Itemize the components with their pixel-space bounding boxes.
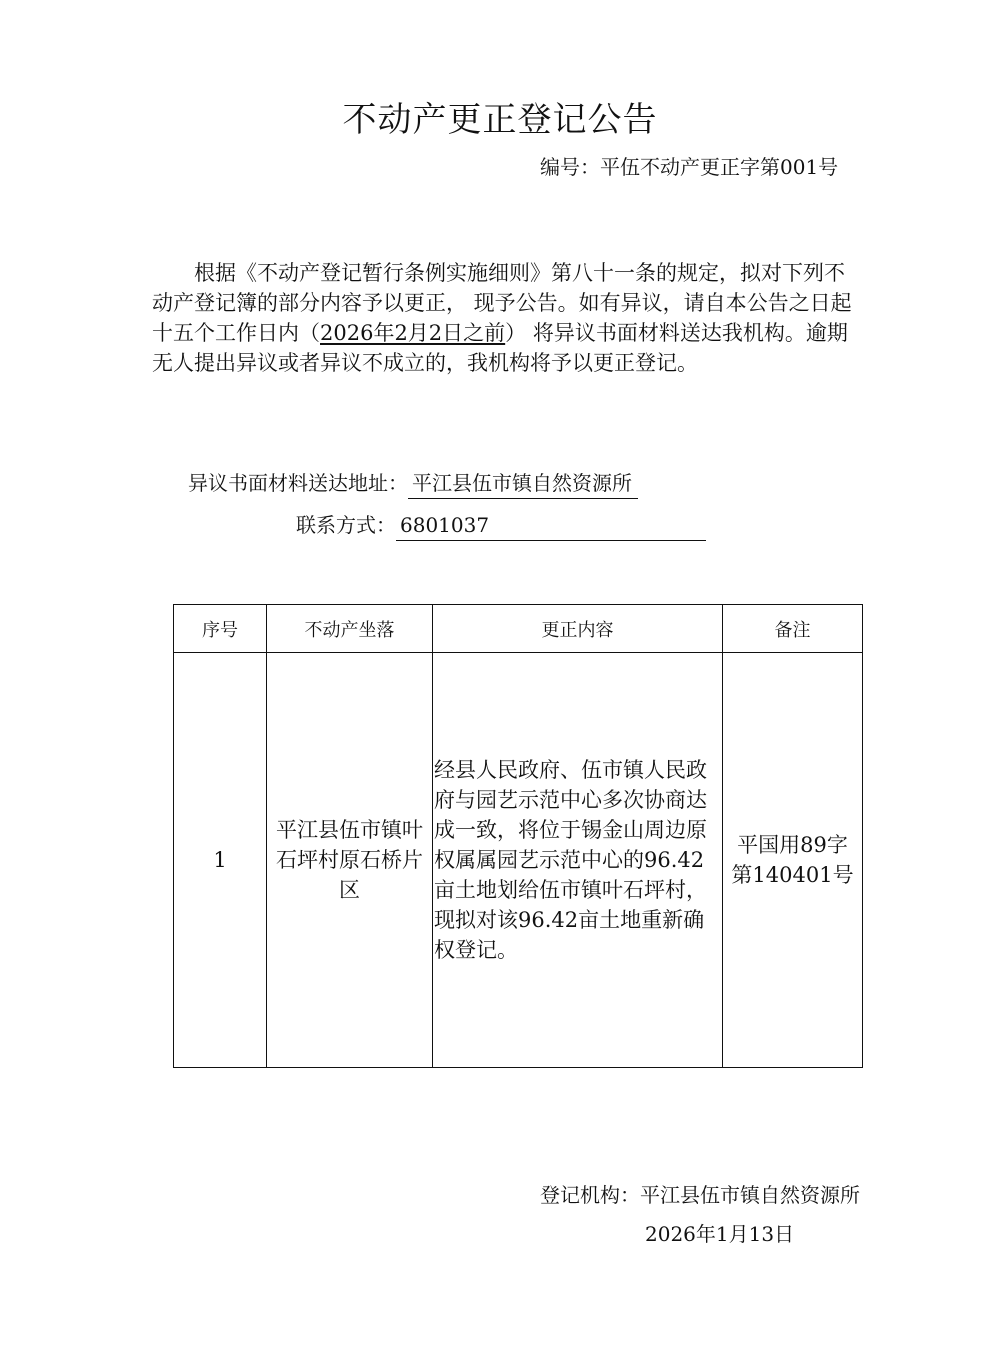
contact-value: 6801037	[396, 510, 706, 541]
notice-body	[152, 258, 852, 378]
registrar: 登记机构：平江县伍市镇自然资源所	[540, 1183, 860, 1207]
table-row	[174, 653, 863, 1068]
cell-location: 平江县伍市镇叶石坪村原石桥片区	[267, 653, 433, 1068]
deadline-date: 2026年2月2日之前	[320, 321, 506, 345]
body-text-part2: ） 将异议书面材料送达我机构。逾期无人提出异议或者异议不成立的，我机构将予以更正登记。	[152, 321, 848, 375]
correction-table	[173, 604, 863, 1068]
issue-date: 2026年1月13日	[645, 1222, 795, 1246]
header-location: 不动产坐落	[267, 605, 433, 653]
document-number: 编号：平伍不动产更正字第001号	[540, 155, 839, 179]
body-text-part1: 根据《不动产登记暂行条例实施细则》第八十一条的规定，拟对下列不动产登记簿的部分内容予以更正， 现予公告。如有异议，请自本公告之日起十五个工作日内（	[152, 261, 852, 345]
notice-title: 不动产更正登记公告	[342, 100, 658, 140]
contact-line	[296, 510, 706, 541]
cell-serial: 1	[174, 653, 267, 1068]
header-remark: 备注	[723, 605, 863, 653]
cell-content: 经县人民政府、伍市镇人民政府与园艺示范中心多次协商达成一致，将位于锡金山周边原权属属园艺示范中心的96.42亩土地划给伍市镇叶石坪村，现拟对该96.42亩土地重新确权登记。	[433, 653, 723, 1068]
table-header-row	[174, 605, 863, 653]
header-content: 更正内容	[433, 605, 723, 653]
contact-label: 联系方式：	[296, 513, 396, 537]
objection-address-line	[188, 468, 638, 499]
notice-paragraph	[152, 258, 852, 378]
address-label: 异议书面材料送达地址：	[188, 471, 408, 495]
header-serial: 序号	[174, 605, 267, 653]
address-value: 平江县伍市镇自然资源所	[408, 468, 638, 499]
cell-remark: 平国用89字第140401号	[723, 653, 863, 1068]
